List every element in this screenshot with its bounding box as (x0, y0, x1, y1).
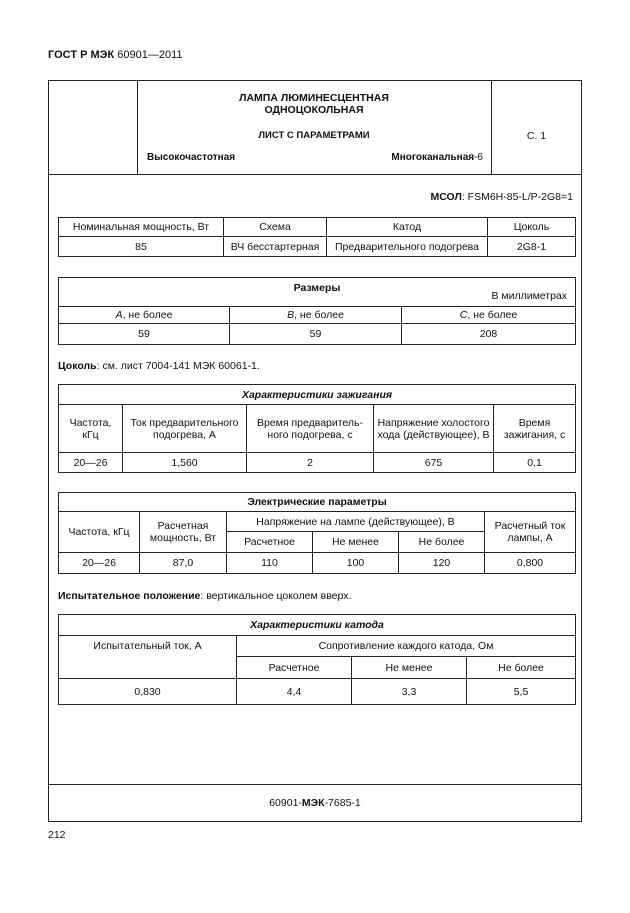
header-dim-a: A, не более (59, 307, 230, 324)
starting-characteristics-table (58, 384, 576, 473)
lamp-title-line1: ЛАМПА ЛЮМИНЕСЦЕНТНАЯ (239, 92, 389, 104)
standard-label: ГОСТ Р МЭК (48, 49, 115, 61)
ilcos-code: МСОЛ: FSM6H-85-L/P-2G8=1 (430, 191, 573, 203)
value-circuit: ВЧ бесстартерная (224, 237, 327, 257)
header-voltage-rated: Расчетное (227, 532, 313, 553)
header-cathode-resistance: Сопротивление каждого катода, Ом (237, 636, 576, 657)
dimensions-title-cell (59, 278, 576, 307)
header-dim-b: B, не более (230, 307, 402, 324)
value-dim-c: 208 (402, 324, 576, 345)
value-rated-power: 85 (59, 237, 224, 257)
value-dim-b: 59 (230, 324, 402, 345)
header-cap: Цоколь (488, 218, 576, 237)
value-preheat-time: 2 (247, 453, 374, 473)
header-elec-frequency: Частота, кГц (59, 512, 140, 553)
header-lamp-voltage: Напряжение на лампе (действующее), В (227, 512, 485, 532)
cathode-characteristics-table (58, 614, 576, 705)
header-preheat-time: Время предваритель-ного подогрева, с (247, 405, 374, 453)
value-cathode: Предварительного подогрева (327, 237, 488, 257)
header-resistance-max: Не более (467, 657, 576, 679)
header-rated-power: Номинальная мощность, Вт (59, 218, 224, 237)
document-header (48, 49, 183, 61)
header-cathode: Катод (327, 218, 488, 237)
title-divider-bottom (48, 174, 582, 175)
main-parameters-table (58, 217, 576, 257)
type-multichannel: Многоканальная-6 (391, 152, 483, 163)
value-test-current: 0,830 (59, 679, 237, 705)
value-preheat-current: 1,560 (123, 453, 247, 473)
header-circuit: Схема (224, 218, 327, 237)
value-resistance-max: 5,5 (467, 679, 576, 705)
header-ignition-time: Время зажигания, с (494, 405, 576, 453)
header-test-current: Испытательный ток, А (59, 636, 237, 679)
title-divider-right (491, 80, 492, 174)
page-number: 212 (48, 829, 66, 841)
value-rated-wattage: 87,0 (140, 553, 227, 574)
lamp-title (137, 92, 491, 116)
value-ignition-time: 0,1 (494, 453, 576, 473)
header-start-frequency: Частота, кГц (59, 405, 123, 453)
header-resistance-rated: Расчетное (237, 657, 352, 679)
cap-note: Цоколь: см. лист 7004-141 МЭК 60061-1. (58, 360, 260, 372)
starting-title: Характеристики зажигания (59, 385, 576, 405)
dimensions-table (58, 277, 576, 345)
value-lamp-current: 0,800 (485, 553, 576, 574)
value-voltage-rated: 110 (227, 553, 313, 574)
value-resistance-rated: 4,4 (237, 679, 352, 705)
test-position-note: Испытательное положение: вертикальное цоколем вверх. (58, 590, 352, 602)
electrical-parameters-table (58, 492, 576, 574)
value-start-frequency: 20—26 (59, 453, 123, 473)
header-preheat-current: Ток предварительного подогрева, А (123, 405, 247, 453)
dimensions-unit: В миллиметрах (491, 290, 568, 302)
header-voltage-max: Не более (399, 532, 485, 553)
header-dim-c: C, не более (402, 307, 576, 324)
lamp-title-line2: ОДНОЦОКОЛЬНАЯ (264, 104, 364, 116)
value-open-voltage: 675 (374, 453, 494, 473)
electrical-title: Электрические параметры (59, 493, 576, 512)
header-lamp-current: Расчетный ток лампы, А (485, 512, 576, 553)
sheet-title: ЛИСТ С ПАРАМЕТРАМИ (258, 130, 370, 141)
page-indicator: С. 1 (526, 130, 547, 142)
value-resistance-min: 3,3 (352, 679, 467, 705)
sheet-code: 60901-МЭК-7685-1 (269, 797, 361, 809)
header-rated-wattage: Расчетная мощность, Вт (140, 512, 227, 553)
header-voltage-min: Не менее (313, 532, 399, 553)
cathode-title: Характеристики катода (59, 615, 576, 636)
value-dim-a: 59 (59, 324, 230, 345)
standard-number: 60901—2011 (117, 49, 183, 61)
footer-divider (48, 784, 582, 785)
value-voltage-min: 100 (313, 553, 399, 574)
header-resistance-min: Не менее (352, 657, 467, 679)
dimensions-title: Размеры (293, 282, 341, 294)
value-cap: 2G8-1 (488, 237, 576, 257)
header-open-voltage: Напряжение холостого хода (действующее), В (374, 405, 494, 453)
value-voltage-max: 120 (399, 553, 485, 574)
type-high-frequency: Высокочастотная (147, 152, 236, 163)
value-elec-frequency: 20—26 (59, 553, 140, 574)
